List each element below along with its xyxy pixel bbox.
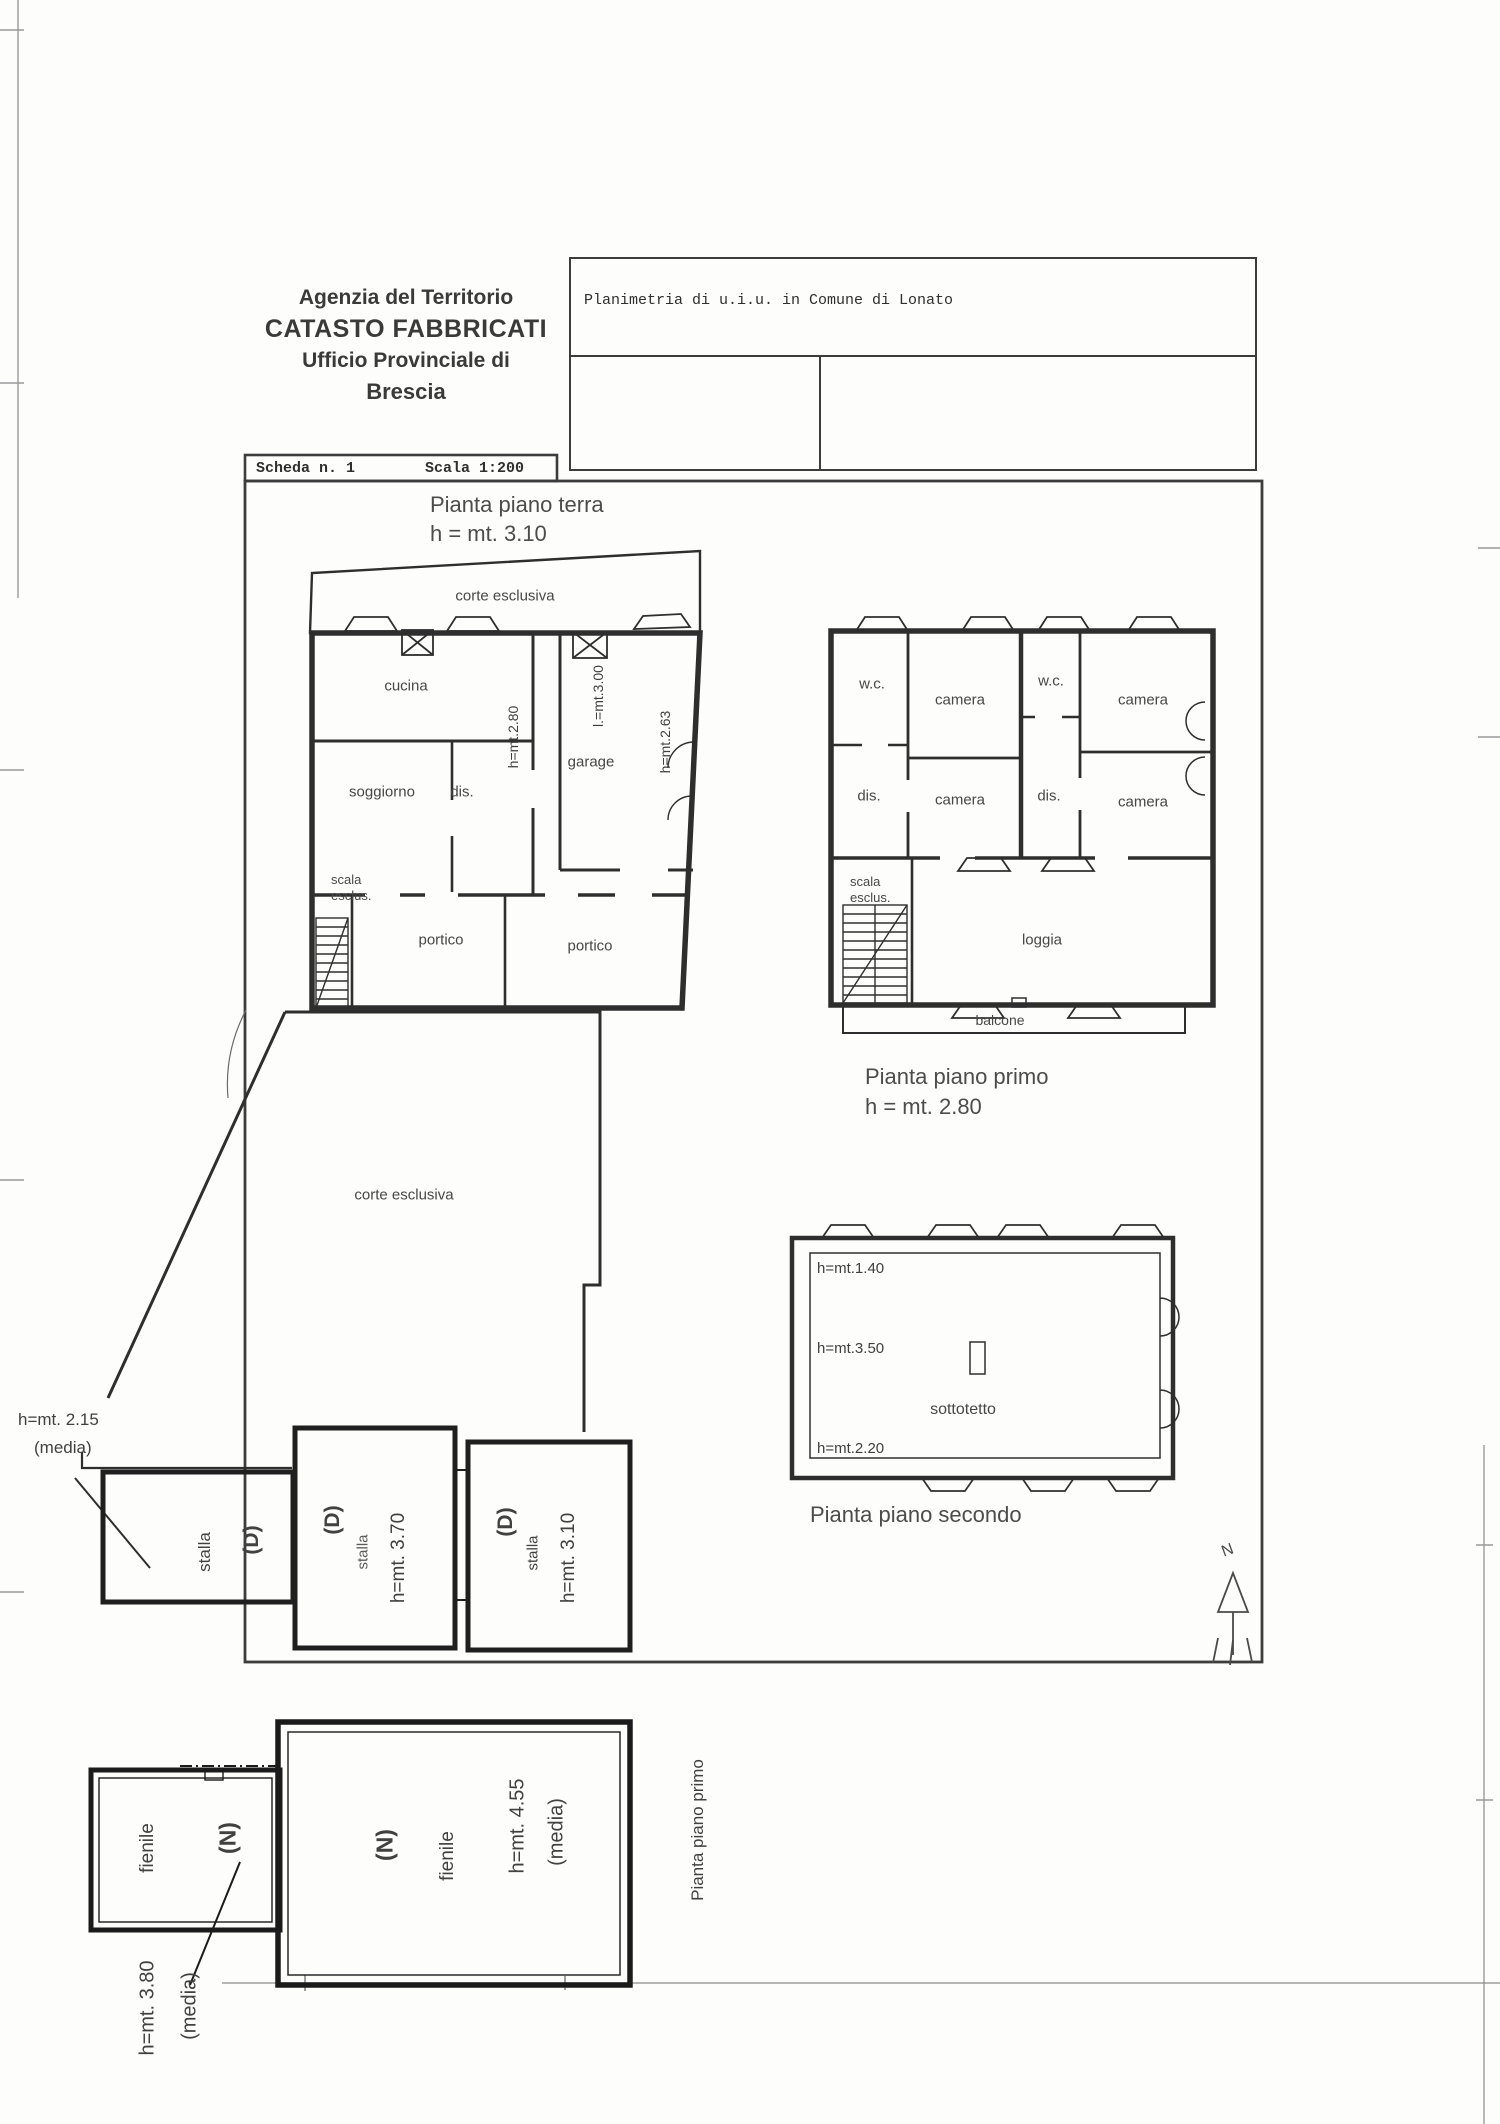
- attic-height-bottom: h=mt.2.20: [817, 1440, 885, 1457]
- registry-name: CATASTO FABBRICATI: [264, 315, 548, 343]
- room-sottotetto: sottotetto: [930, 1401, 996, 1418]
- room-scala-ground-1: scala: [331, 872, 362, 887]
- title-box-frame: [570, 258, 1256, 470]
- room-scala-first-1: scala: [850, 874, 881, 889]
- court-top-label: corte esclusiva: [455, 587, 555, 605]
- room-soggiorno: soggiorno: [349, 783, 415, 801]
- scheda-number: Scheda n. 1: [256, 460, 356, 477]
- agency-name: Agenzia del Territorio: [298, 286, 514, 309]
- room-wc-right: w.c.: [1038, 672, 1064, 690]
- chimney: [970, 1342, 985, 1374]
- scale-note: Scala 1:200: [425, 460, 525, 477]
- room-camera-tr: camera: [1117, 691, 1169, 709]
- room-camera-bl: camera: [934, 791, 986, 809]
- leader-line: [75, 1478, 150, 1568]
- code-fienile-2: (N): [371, 1829, 398, 1861]
- first-floor-plan-drawing: [831, 617, 1213, 1033]
- courtyard-boundary: [75, 1010, 600, 1571]
- code-stalla-3: (D): [494, 1507, 517, 1537]
- room-scala-first-2: esclus.: [850, 890, 891, 905]
- height-note-300: l.=mt.3.00: [590, 665, 606, 727]
- stable-height-note: h=mt. 2.15: [18, 1410, 99, 1429]
- north-arrow-icon: [1213, 1573, 1252, 1665]
- code-stalla-1: (D): [240, 1525, 263, 1555]
- stairs-ground-floor: [316, 918, 348, 1008]
- window-icon: [345, 614, 690, 631]
- ground-floor-plan-drawing: [310, 551, 700, 1008]
- room-dis-ground: dis.: [450, 783, 474, 801]
- media-fienile-2: (media): [545, 1798, 568, 1866]
- second-floor-title: Pianta piano secondo: [810, 1502, 1022, 1527]
- height-note-263: h=mt.2.63: [657, 710, 673, 774]
- room-dis-right: dis.: [1037, 787, 1061, 805]
- attic-height-middle: h=mt.3.50: [817, 1340, 885, 1357]
- court-large-label: corte esclusiva: [354, 1186, 454, 1204]
- code-stalla-2: (D): [321, 1505, 344, 1535]
- attic-height-top: h=mt.1.40: [817, 1260, 885, 1277]
- stairs-first-floor: [843, 905, 907, 1003]
- ground-floor-height: h = mt. 3.10: [430, 521, 547, 546]
- room-garage: garage: [567, 753, 615, 771]
- room-stalla-2: stalla: [354, 1534, 372, 1570]
- first-floor-title: Pianta piano primo: [865, 1064, 1049, 1089]
- barn-height-media: (media): [178, 1972, 201, 2040]
- code-fienile-1: (N): [214, 1822, 241, 1854]
- height-stalla-2: h=mt. 3.70: [388, 1512, 409, 1604]
- room-stalla-1: stalla: [195, 1532, 214, 1572]
- barn-height-note: h=mt. 3.80: [136, 1960, 159, 2056]
- room-portico-right: portico: [567, 937, 613, 955]
- room-fienile-1: fienile: [137, 1823, 158, 1873]
- room-scala-ground-2: esclus.: [331, 888, 372, 903]
- plan-caption: Planimetria di u.i.u. in Comune di Lonato: [584, 292, 954, 309]
- room-stalla-3: stalla: [524, 1535, 542, 1571]
- room-loggia: loggia: [1021, 931, 1063, 949]
- room-dis-left: dis.: [857, 787, 881, 805]
- first-floor-height: h = mt. 2.80: [865, 1094, 982, 1119]
- office-line: Ufficio Provinciale di: [302, 349, 510, 372]
- room-fienile-2: fienile: [437, 1831, 458, 1881]
- height-stalla-3: h=mt. 3.10: [558, 1512, 579, 1604]
- height-note-280: h=mt.2.80: [505, 705, 521, 769]
- leader-line: [190, 1862, 240, 1985]
- window-icon: [856, 617, 1180, 1018]
- room-portico-left: portico: [418, 931, 464, 949]
- room-camera-tl: camera: [934, 691, 986, 709]
- north-letter: N: [1219, 1540, 1236, 1561]
- room-wc-left: w.c.: [859, 675, 885, 693]
- room-balcone: balcone: [975, 1012, 1025, 1028]
- height-fienile-2: h=mt. 4.55: [506, 1778, 529, 1874]
- barn-vertical-title: Pianta piano primo: [688, 1759, 707, 1901]
- office-city: Brescia: [366, 379, 446, 404]
- stable-height-media: (media): [34, 1438, 92, 1457]
- room-cucina: cucina: [384, 677, 428, 695]
- main-sheet-frame: [245, 481, 1262, 1662]
- agency-header: [250, 286, 562, 405]
- ground-floor-title: Pianta piano terra: [430, 492, 604, 517]
- room-camera-br: camera: [1117, 793, 1169, 811]
